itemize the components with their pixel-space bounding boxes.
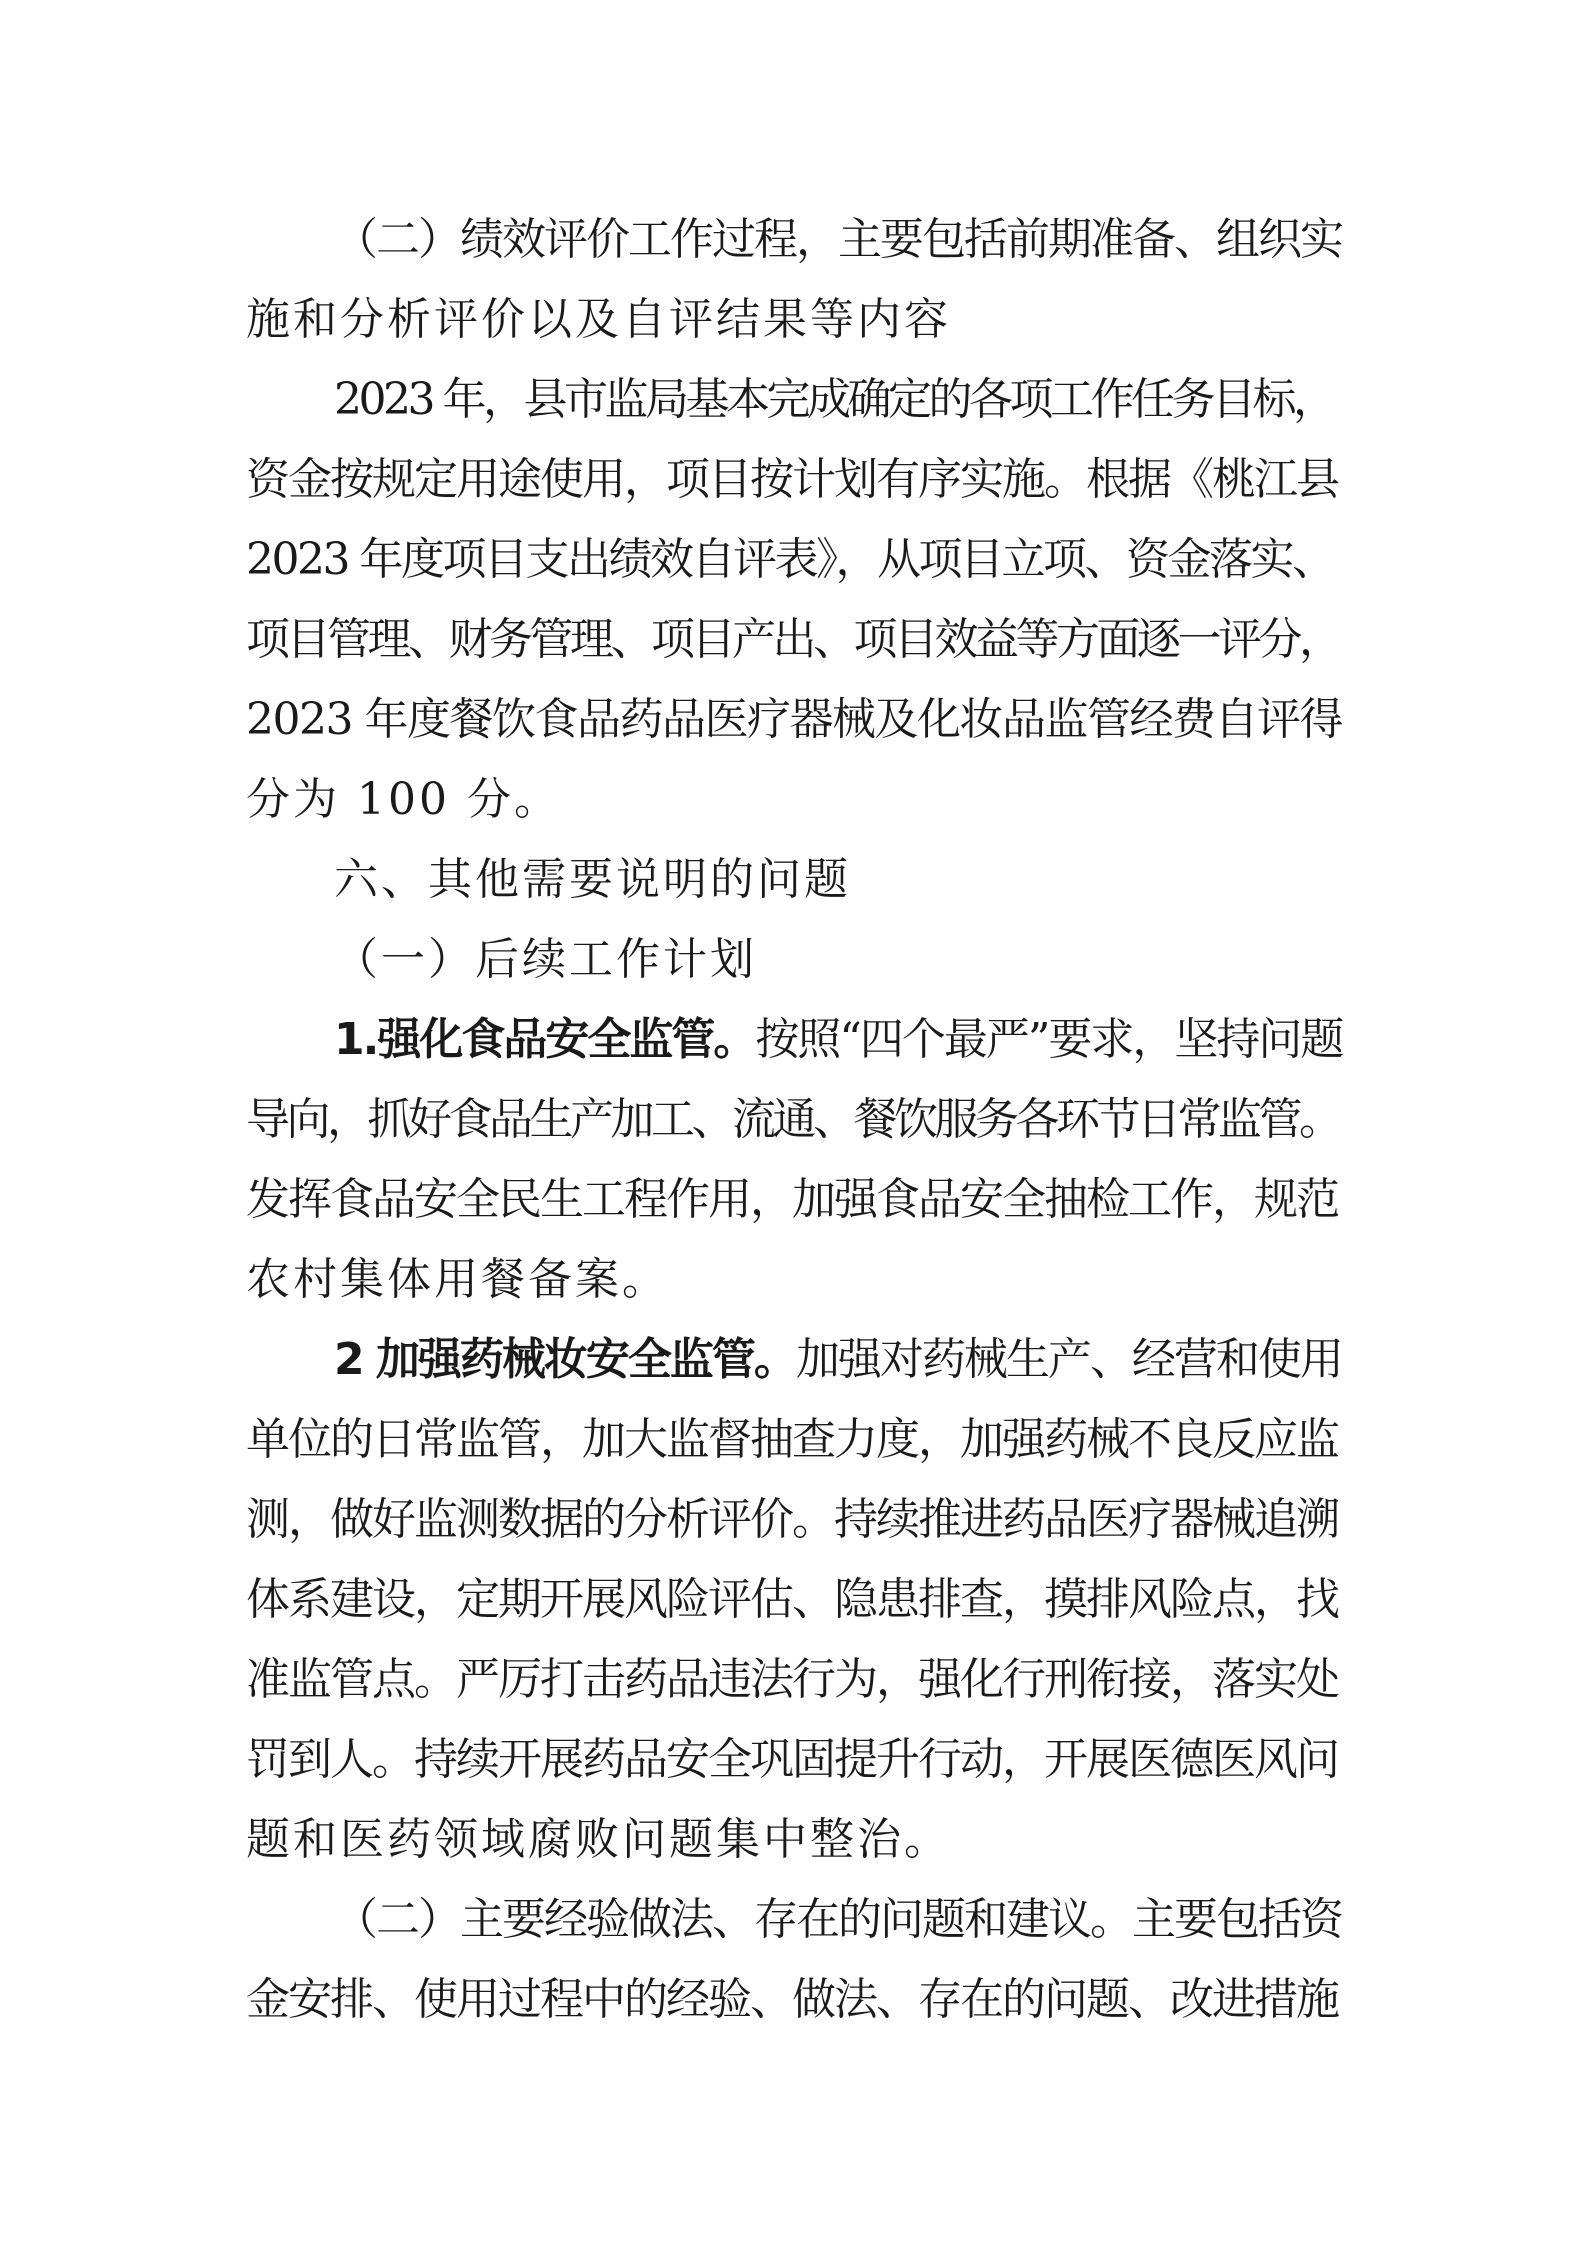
paragraph-line: 分为 100 分。 bbox=[246, 774, 561, 825]
paragraph-line: 体系建设，定期开展风险评估、隐患排查，摸排风险点，找 bbox=[246, 1574, 1338, 1625]
paragraph-line: （二）绩效评价工作过程，主要包括前期准备、组织实 bbox=[334, 214, 1342, 265]
paragraph-line: 单位的日常监管，加大监督抽查力度，加强药械不良反应监 bbox=[246, 1414, 1338, 1465]
paragraph-line: （二）主要经验做法、存在的问题和建议。主要包括资 bbox=[334, 1894, 1342, 1945]
paragraph-line: 资金按规定用途使用，项目按计划有序实施。根据《桃江县 bbox=[246, 454, 1338, 505]
paragraph-line: 农村集体用餐备案。 bbox=[246, 1254, 669, 1305]
list-item-title: 2 加强药械妆安全监管。 bbox=[334, 1334, 796, 1385]
document-body bbox=[246, 200, 1346, 2040]
paragraph-line: 导向，抓好食品生产加工、流通、餐饮服务各环节日常监管。 bbox=[246, 1094, 1340, 1145]
list-item-text: 加强对药械生产、经营和使用 bbox=[795, 1334, 1342, 1385]
list-item-first-line bbox=[246, 1000, 1346, 1080]
paragraph-line: 罚到人。持续开展药品安全巩固提升行动，开展医德医风问 bbox=[246, 1734, 1338, 1785]
paragraph-line: 项目管理、财务管理、项目产出、项目效益等方面逐一评分， bbox=[246, 614, 1340, 665]
paragraph-line: 准监管点。严厉打击药品违法行为，强化行刑衔接，落实处 bbox=[246, 1654, 1338, 1705]
section-heading: 六、其他需要说明的问题 bbox=[334, 854, 851, 905]
paragraph-line: 发挥食品安全民生工程作用，加强食品安全抽检工作，规范 bbox=[246, 1174, 1338, 1225]
paragraph-line: 2023 年，县市监局基本完成确定的各项工作任务目标， bbox=[334, 374, 1334, 425]
paragraph-line: 测，做好监测数据的分析评价。持续推进药品医疗器械追溯 bbox=[246, 1494, 1338, 1545]
subsection-heading: （一）后续工作计划 bbox=[334, 934, 757, 985]
paragraph-line: 金安排、使用过程中的经验、做法、存在的问题、改进措施 bbox=[246, 1974, 1338, 2025]
list-item-first-line bbox=[246, 1320, 1346, 1400]
list-item-text: 按照“四个最严”要求，坚持问题 bbox=[755, 1014, 1343, 1065]
paragraph-line: 2023 年度项目支出绩效自评表》，从项目立项、资金落实、 bbox=[246, 534, 1334, 585]
list-item-title: 1.强化食品安全监管。 bbox=[334, 1014, 756, 1065]
paragraph-line: 2023 年度餐饮食品药品医疗器械及化妆品监管经费自评得 bbox=[246, 694, 1342, 745]
paragraph-line: 题和医药领域腐败问题集中整治。 bbox=[246, 1814, 951, 1865]
paragraph-line: 施和分析评价以及自评结果等内容 bbox=[246, 294, 951, 345]
